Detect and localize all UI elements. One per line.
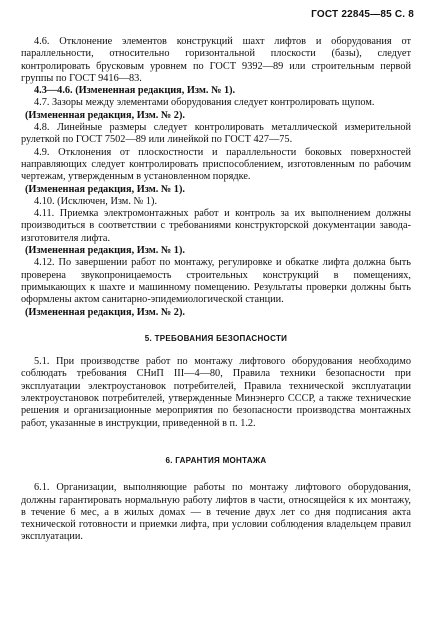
clause-4-8: 4.8. Линейные размеры следует контролировать металлической измерительной рулеткой по ГОСТ 7502—89 или линейкой по ГОСТ 427—75. (21, 122, 411, 146)
clause-4-9: 4.9. Отклонения от плоскостности и параллельности боковых поверхностей направляющих следует контролировать приспособлением, изготовленным по рабочим чертежам, утвержденным в установленном порядке. (21, 146, 411, 183)
edit-note-4-11: (Измененная редакция, Изм. № 1). (25, 245, 185, 257)
edit-note-4-12: (Измененная редакция, Изм. № 2). (25, 306, 185, 318)
clause-4-11: 4.11. Приемка электромонтажных работ и контроль за их выполнением должны производиться в соответствии с требованиями конструкторской документации завода-изготовителя лифта. (21, 208, 411, 244)
clause-4-6: 4.6. Отклонение элементов конструкций шахт лифтов и оборудования от параллельности, относительно горизонтальной плоскости (базы), следует контролировать брусковым уровнем по ГОСТ 9392—89 или строительным первой группы по ГОСТ 9416—83. (21, 36, 411, 84)
page-header: ГОСТ 22845—85 С. 8 (311, 9, 414, 20)
edit-note-4-7: (Измененная редакция, Изм. № 2). (25, 109, 185, 121)
section-6-title: 6. ГАРАНТИЯ МОНТАЖА (165, 455, 267, 465)
clause-4-3-4-6-edit: 4.3—4.6. (Измененная редакция, Изм. № 1). (34, 85, 236, 97)
document-body (21, 36, 411, 544)
section-5-title: 5. ТРЕБОВАНИЯ БЕЗОПАСНОСТИ (144, 333, 288, 343)
clause-5-1: 5.1. При производстве работ по монтажу лифтового оборудования необходимо соблюдать требования СНиП III—4—80, Правила техники безопасности при эксплуатации электроустановок потребителей, Правила технической эксплуатации электроустановок потребителей, утвержденные Минэнерго СССР, а также технические решения и организационные мероприятия по безопасности производства монтажных работ, указанные в инструкции, приведенной в п. 1.2. (21, 356, 411, 429)
clause-6-1: 6.1. Организации, выполняющие работы по монтажу лифтового оборудования, должны гарантировать нормальную работу лифтов в части, относящейся к их монтажу, в течение 6 мес, а в жилых домах — в течение двух лет со дня подписания акта технической готовности и приемки лифта, при условии соблюдения владельцем правил эксплуатации. (21, 482, 411, 543)
clause-4-12: 4.12. По завершении работ по монтажу, регулировке и обкатке лифта должна быть проверена звукопроницаемость строительных конструкций в помещениях, примыкающих к шахте и машинному помещению. Результаты проверки должны быть оформлены актом санитарно-эпидемиологической станции. (21, 257, 411, 306)
edit-note-4-9: (Измененная редакция, Изм. № 1). (25, 183, 185, 195)
clause-4-10: 4.10. (Исключен, Изм. № 1). (34, 195, 158, 207)
clause-4-7: 4.7. Зазоры между элементами оборудования следует контролировать щупом. (34, 97, 375, 109)
